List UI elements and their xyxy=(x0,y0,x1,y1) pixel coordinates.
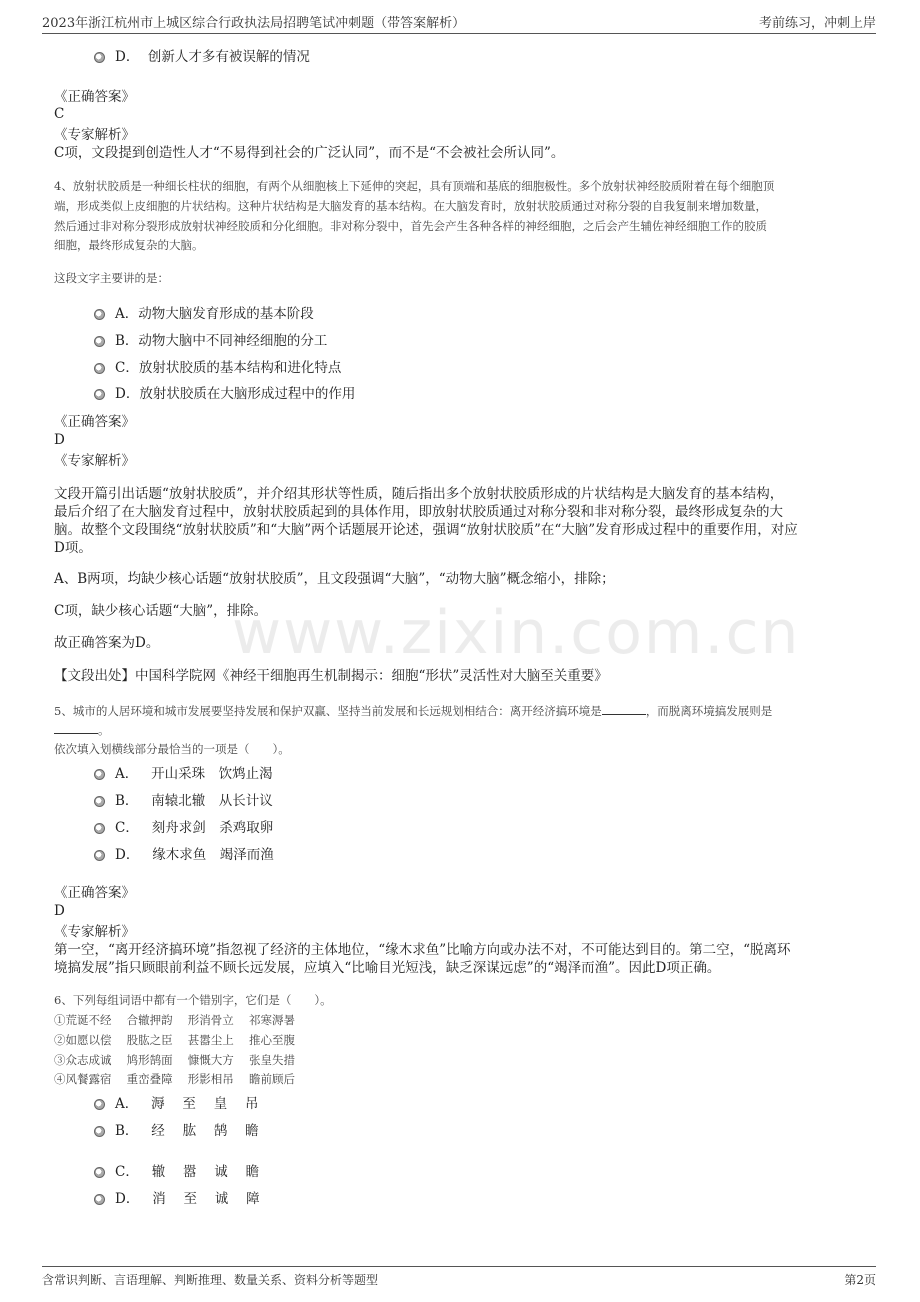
q5-option-b[interactable]: B． 南辕北辙 从长计议 xyxy=(94,789,273,809)
radio-icon[interactable] xyxy=(94,389,105,400)
radio-icon[interactable] xyxy=(94,309,105,320)
radio-icon[interactable] xyxy=(94,796,105,807)
footer-text: 含常识判断、言语理解、判断推理、数量关系、资料分析等题型 xyxy=(42,1273,379,1287)
q4-stem-line2: 端，形成类似上皮细胞的片状结构。这种片状结构是大脑发育的基本结构。在大脑发育时，放射状胶质通过对称分裂的自我复制来增加数量， xyxy=(54,199,767,213)
q4-explanation-line2: 最后介绍了在大脑发育过程中，放射状胶质起到的具体作用，即放射状胶质通过对称分裂和非对称分裂，最终形成复杂的大 xyxy=(54,504,783,520)
q4-option-a[interactable]: A．动物大脑发育形成的基本阶段 xyxy=(94,302,314,322)
header-slogan: 考前练习，冲刺上岸 xyxy=(758,16,876,31)
q5-stem-line1: 5、城市的人居环境和城市发展要坚持发展和保护双赢、坚持当前发展和长远规划相结合：离开经济搞环境是 ，而脱离环境搞发展则是 xyxy=(54,704,773,718)
q5-question: 依次填入划横线部分最恰当的一项是（ ）。 xyxy=(54,742,290,756)
radio-icon[interactable] xyxy=(94,363,105,374)
q4-question: 这段文字主要讲的是： xyxy=(54,271,169,285)
q6-option-d[interactable]: D． 消 至 诚 障 xyxy=(94,1187,260,1207)
q4-source: 【文段出处】中国科学院网《神经干细胞再生机制揭示：细胞“形状”灵活性对大脑至关重要》 xyxy=(54,668,608,684)
q3-explanation-label: 《专家解析》 xyxy=(54,127,135,143)
q5-stem-line2: 。 xyxy=(54,720,110,741)
radio-icon[interactable] xyxy=(94,850,105,861)
q6-stem: 6、下列每组词语中都有一个错别字，它们是（ ）。 xyxy=(54,993,332,1007)
q4-stem-line3: 然后通过非对称分裂形成放射状神经胶质和分化细胞。非对称分裂中，首先会产生各种各样的神经细胞，之后会产生辅佐神经细胞工作的胶质 xyxy=(54,219,767,233)
q4-answer: D xyxy=(54,432,65,448)
q3-answer: C xyxy=(54,106,65,122)
q6-option-a[interactable]: A． 溽 至 皇 吊 xyxy=(94,1092,259,1112)
q4-option-b[interactable]: B．动物大脑中不同神经细胞的分工 xyxy=(94,329,327,349)
q4-answer-label: 《正确答案》 xyxy=(54,414,135,430)
q6-option-c[interactable]: C． 辙 嚣 诚 瞻 xyxy=(94,1160,259,1180)
page-number: 第2页 xyxy=(844,1273,876,1287)
header-rule xyxy=(42,33,876,34)
blank-line xyxy=(602,702,646,715)
q5-explanation-label: 《专家解析》 xyxy=(54,924,135,940)
q4-explanation-line5: A、B两项，均缺少核心话题“放射状胶质”，且文段强调“大脑”，“动物大脑”概念缩小，排除； xyxy=(54,571,615,587)
q6-group-3: ③众志成诚 鸠形鹄面 慷慨大方 张皇失措 xyxy=(54,1053,295,1067)
q4-option-c[interactable]: C．放射状胶质的基本结构和进化特点 xyxy=(94,356,341,376)
q5-option-a[interactable]: A． 开山采珠 饮鸩止渴 xyxy=(94,762,273,782)
q4-explanation-line3: 脑。故整个文段围绕“放射状胶质”和“大脑”两个话题展开论述，强调“放射状胶质”在“大脑”发育形成过程中的重要作用，对应 xyxy=(54,522,798,538)
q4-explanation-line7: 故正确答案为D。 xyxy=(54,635,160,651)
q4-explanation-line4: D项。 xyxy=(54,540,92,556)
radio-icon[interactable] xyxy=(94,769,105,780)
q4-option-d[interactable]: D．放射状胶质在大脑形成过程中的作用 xyxy=(94,382,355,402)
footer-rule xyxy=(42,1266,876,1267)
q5-explanation-line2: 境搞发展”指只顾眼前利益不顾长远发展，应填入“比喻目光短浅，缺乏深谋远虑”的“竭泽而渔”。因此D项正确。 xyxy=(54,960,721,976)
q5-option-d[interactable]: D． 缘木求鱼 竭泽而渔 xyxy=(94,843,274,863)
q5-option-c[interactable]: C． 刻舟求剑 杀鸡取卵 xyxy=(94,816,273,836)
radio-icon[interactable] xyxy=(94,1126,105,1137)
q3-answer-label: 《正确答案》 xyxy=(54,89,135,105)
q4-stem-line1: 4、放射状胶质是一种细长柱状的细胞，有两个从细胞核上下延伸的突起，具有顶端和基底的细胞极性。多个放射状神经胶质附着在每个细胞顶 xyxy=(54,179,775,193)
q3-explanation: C项，文段提到创造性人才“不易得到社会的广泛认同”，而不是“不会被社会所认同”。 xyxy=(54,145,565,161)
q5-answer-label: 《正确答案》 xyxy=(54,885,135,901)
q3-option-d[interactable]: D． 创新人才多有被误解的情况 xyxy=(94,45,310,65)
q6-group-1: ①荒诞不经 合辙押韵 形消骨立 祁寒溽暑 xyxy=(54,1013,295,1027)
q5-explanation-line1: 第一空，“离开经济搞环境”指忽视了经济的主体地位，“缘木求鱼”比喻方向或办法不对，不可能达到目的。第二空，“脱离环 xyxy=(54,942,791,958)
q4-stem-line4: 细胞，最终形成复杂的大脑。 xyxy=(54,238,204,252)
radio-icon[interactable] xyxy=(94,1194,105,1205)
q4-explanation-line6: C项，缺少核心话题“大脑”，排除。 xyxy=(54,603,268,619)
radio-icon[interactable] xyxy=(94,1167,105,1178)
q4-explanation-label: 《专家解析》 xyxy=(54,453,135,469)
q6-group-2: ②如愿以偿 股肱之臣 甚嚣尘上 推心至腹 xyxy=(54,1033,295,1047)
q6-group-4: ④风餐露宿 重峦叠障 形影相吊 瞻前顾后 xyxy=(54,1072,295,1086)
q6-option-b[interactable]: B． 经 肱 鹄 瞻 xyxy=(94,1119,259,1139)
radio-icon[interactable] xyxy=(94,1099,105,1110)
q5-answer: D xyxy=(54,903,65,919)
q4-explanation-line1: 文段开篇引出话题“放射状胶质”，并介绍其形状等性质，随后指出多个放射状胶质形成的片状结构是大脑发育的基本结构， xyxy=(54,486,784,502)
radio-icon[interactable] xyxy=(94,823,105,834)
radio-icon[interactable] xyxy=(94,336,105,347)
blank-line xyxy=(54,721,98,734)
header-title: 2023年浙江杭州市上城区综合行政执法局招聘笔试冲刺题（带答案解析） xyxy=(42,16,466,31)
watermark: www.zixin.com.cn xyxy=(232,598,801,668)
radio-icon[interactable] xyxy=(94,52,105,63)
